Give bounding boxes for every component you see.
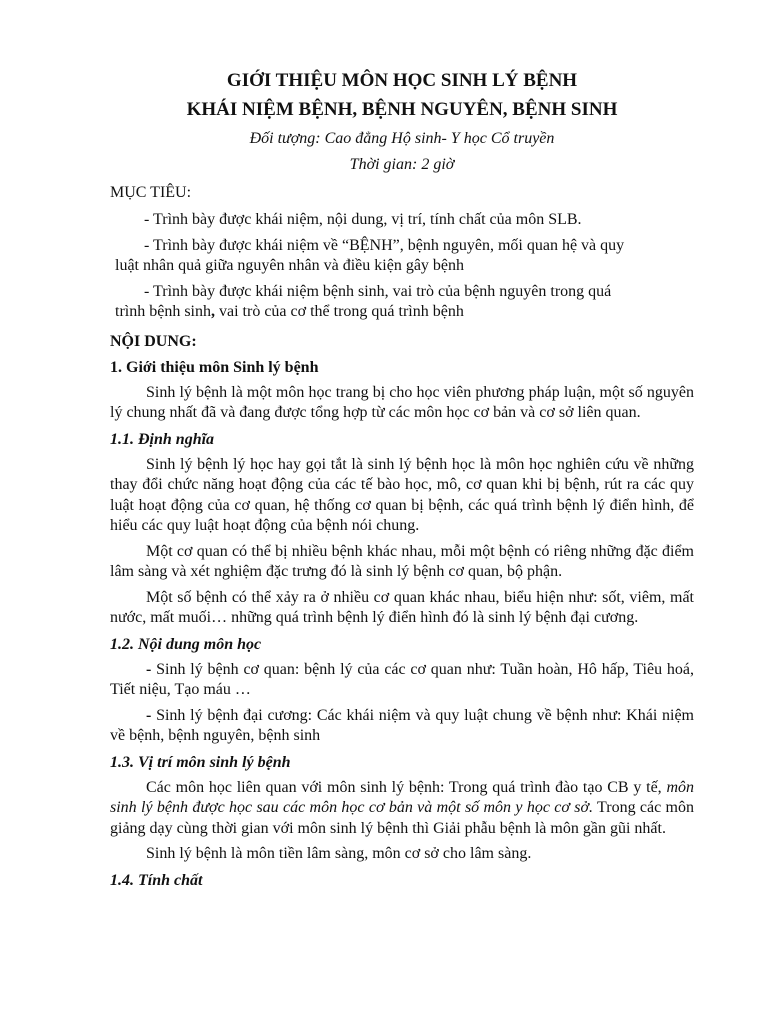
objective-item-2 (110, 236, 694, 277)
section-1-2-heading: 1.2. Nội dung môn học (110, 635, 262, 653)
dash-bullet: - (146, 660, 152, 678)
dash-bullet: - (146, 706, 152, 724)
section-1-heading: 1. Giới thiệu môn Sinh lý bệnh (110, 358, 319, 376)
section-1-3-paragraph-1 (110, 778, 694, 840)
section-1-2-item-2-text: Sinh lý bệnh đại cương: Các khái niệm và quy luật chung về bệnh như: Khái niệm về bệnh, bệnh nguyên, bệnh sinh (110, 706, 694, 744)
section-1-3-paragraph-2: Sinh lý bệnh là môn tiền lâm sàng, môn cơ sở cho lâm sàng. (146, 845, 532, 862)
section-1-1-heading: 1.1. Định nghĩa (110, 430, 215, 448)
objectives-heading (110, 182, 694, 204)
content-heading: NỘI DUNG: (110, 332, 197, 350)
section-1-1-paragraph-2: Một cơ quan có thể bị nhiều bệnh khác nhau, mỗi một bệnh có riêng những đặc điểm lâm sàng và xét nghiệm đặc trưng đó là sinh lý bệnh cơ quan, bộ phận. (110, 542, 694, 580)
objective-item-3-part-a: trình bệnh sinh (115, 303, 211, 320)
section-1-3-text-c: Trong các môn giảng dạy cùng thời gian với môn sinh lý bệnh thì Giải phẫu bệnh là môn gần gũi nhất. (110, 799, 694, 837)
section-1-3-text-a: Các môn học liên quan với môn sinh lý bệnh: Trong quá trình đào tạo CB y tế, (146, 778, 667, 796)
objective-item-3-line1: - Trình bày được khái niệm bệnh sinh, vai trò của bệnh nguyên trong quá (144, 282, 612, 300)
section-1-3-heading: 1.3. Vị trí môn sinh lý bệnh (110, 753, 291, 771)
document-title-line2: KHÁI NIỆM BỆNH, BỆNH NGUYÊN, BỆNH SINH (186, 99, 618, 120)
objective-item-3-comma: , (211, 303, 215, 320)
audience-line: Đối tượng: Cao đẳng Hộ sinh- Y học Cổ truyền (249, 130, 555, 147)
section-1-2-item-1-text: Sinh lý bệnh cơ quan: bệnh lý của các cơ quan như: Tuần hoàn, Hô hấp, Tiêu hoá, Tiết niệu, Tạo máu … (110, 660, 694, 698)
objective-item-3 (110, 282, 694, 323)
objectives-heading-colon: : (186, 184, 192, 201)
objectives-heading-text: MỤC TIÊU (110, 184, 187, 201)
section-1-paragraph: Sinh lý bệnh là một môn học trang bị cho học viên phương pháp luận, một số nguyên lý chung nhất đã và đang được tổng hợp từ các môn học cơ bản và cơ sở liên quan. (110, 383, 694, 421)
objective-item-2-line2: luật nhân quả giữa nguyên nhân và điều kiện gây bệnh (115, 257, 465, 274)
objective-item-2-line1: - Trình bày được khái niệm về “BỆNH”, bệnh nguyên, mối quan hệ và quy (144, 236, 625, 254)
section-1-3-text-italic: môn sinh lý bệnh được học sau các môn học cơ bản và một số môn y học cơ sở. (110, 778, 694, 816)
objective-item-3-part-b: vai trò của cơ thể trong quá trình bệnh (215, 303, 464, 320)
document-title-line1: GIỚI THIỆU MÔN HỌC SINH LÝ BỆNH (226, 70, 578, 91)
objective-item-1: - Trình bày được khái niệm, nội dung, vị trí, tính chất của môn SLB. (144, 211, 582, 228)
section-1-2-item-1 (110, 660, 694, 701)
section-1-1-paragraph-3: Một số bệnh có thể xảy ra ở nhiều cơ quan khác nhau, biểu hiện như: sốt, viêm, mất nước, mất muối… những quá trình bệnh lý điển hình đó là sinh lý bệnh đại cương. (110, 588, 694, 626)
objective-item-3-line2 (110, 302, 694, 323)
duration-line: Thời gian: 2 giờ (349, 156, 455, 173)
section-1-4-heading: 1.4. Tính chất (110, 871, 203, 889)
section-1-2-item-2 (110, 706, 694, 747)
section-1-1-paragraph-1: Sinh lý bệnh lý học hay gọi tắt là sinh lý bệnh học là môn học nghiên cứu về những thay đổi chức năng hoạt động của các tế bào học, mô, cơ quan khi bị bệnh, rút ra các quy luật hoạt động của cơ quan, hệ thống cơ quan bị bệnh, các quá trình bệnh lý điển hình, để hiểu các quy luật hoạt động của bệnh nói chung. (110, 455, 694, 534)
